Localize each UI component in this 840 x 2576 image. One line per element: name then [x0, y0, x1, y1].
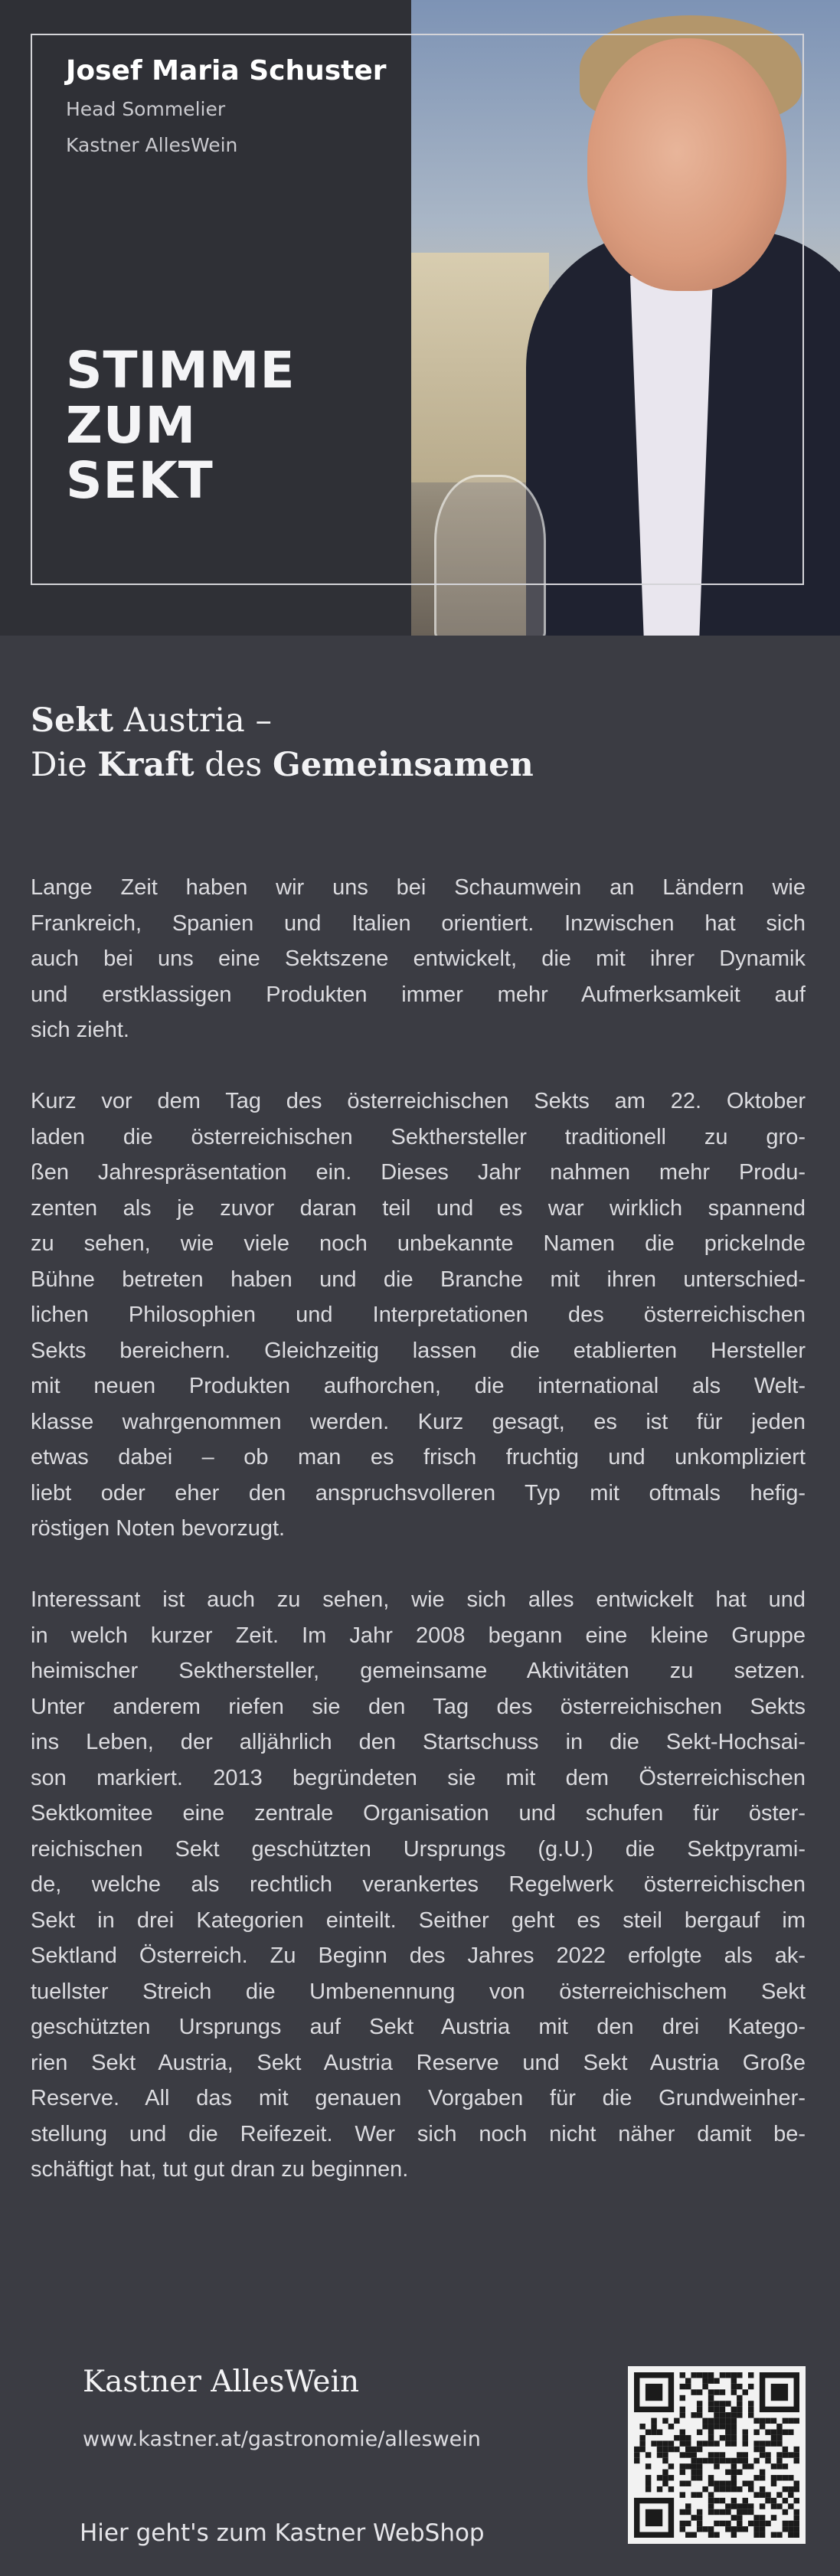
- paragraph-line: Sektkomitee eine zentrale Organisation und schufen für öster-: [31, 1801, 806, 1826]
- article-paragraph: [31, 1582, 806, 2188]
- footer-company: Kastner AllesWein: [83, 2365, 360, 2399]
- paragraph-line: sich zieht.: [31, 1018, 129, 1042]
- paragraph-line: tuellster Streich die Umbenennung von österreichischem Sekt: [31, 1979, 806, 2004]
- paragraph-line: reichischen Sekt geschützten Ursprungs (g.U.) die Sektpyrami-: [31, 1836, 806, 1862]
- header-section: [0, 0, 840, 636]
- title-bold-word: Gemeinsamen: [272, 746, 534, 785]
- author-organization: Kastner AllesWein: [66, 134, 238, 156]
- headline-line: STIMME: [66, 341, 296, 400]
- paragraph-line: Sektland Österreich. Zu Beginn des Jahres 2022 erfolgte als ak-: [31, 1943, 806, 1968]
- paragraph-line: liebt oder eher den anspruchsvolleren Typ mit oftmals hefig-: [31, 1480, 806, 1505]
- paragraph-line: stellung und die Reifezeit. Wer sich noch nicht näher damit be-: [31, 2121, 806, 2146]
- author-role: Head Sommelier: [66, 98, 226, 120]
- title-text: Austria –: [113, 701, 272, 740]
- paragraph-line: Frankreich, Spanien und Italien orientiert. Inzwischen hat sich: [31, 910, 806, 936]
- paragraph-line: in welch kurzer Zeit. Im Jahr 2008 begann eine kleine Gruppe: [31, 1623, 806, 1648]
- paragraph-line: zenten als je zuvor daran teil und es war wirklich spannend: [31, 1195, 806, 1221]
- headline-line: ZUM: [66, 395, 197, 455]
- paragraph-line: Bühne betreten haben und die Branche mit ihren unterschied-: [31, 1267, 806, 1292]
- paragraph-line: ins Leben, der alljährlich den Startschuss in die Sekt-Hochsai-: [31, 1730, 806, 1754]
- footer-url-link[interactable]: www.kastner.at/gastronomie/alleswein: [83, 2427, 481, 2451]
- paragraph-line: Lange Zeit haben wir uns bei Schaumwein an Ländern wie: [31, 875, 806, 900]
- paragraph-line: laden die österreichischen Sekthersteller traditionell zu gro-: [31, 1124, 806, 1149]
- paragraph-line: Interessant ist auch zu sehen, wie sich alles entwickelt hat und: [31, 1587, 806, 1612]
- qr-code-graphic: [634, 2372, 799, 2538]
- headline: [66, 343, 326, 508]
- article-paragraph: [31, 870, 806, 1048]
- paragraph-gap: [31, 1547, 806, 1583]
- paragraph-line: und erstklassigen Produkten immer mehr Aufmerksamkeit auf: [31, 982, 806, 1007]
- paragraph-line: geschützten Ursprungs auf Sekt Austria mit den drei Katego-: [31, 2015, 806, 2039]
- title-line-2: [31, 743, 812, 787]
- footer-shop-link[interactable]: Hier geht's zum Kastner WebShop: [80, 2519, 485, 2547]
- paragraph-line: heimischer Sekthersteller, gemeinsame Aktivitäten zu setzen.: [31, 1659, 806, 1683]
- paragraph-line: auch bei uns eine Sektszene entwickelt, die mit ihrer Dynamik: [31, 946, 806, 971]
- title-line-1: [31, 698, 812, 743]
- paragraph-line: röstigen Noten bevorzugt.: [31, 1516, 286, 1541]
- paragraph-line: klasse wahrgenommen werden. Kurz gesagt, es ist für jeden: [31, 1409, 806, 1434]
- paragraph-line: lichen Philosophien und Interpretationen des österreichischen: [31, 1303, 806, 1327]
- author-name: Josef Maria Schuster: [66, 55, 387, 87]
- headline-line: SEKT: [66, 450, 214, 510]
- paragraph-line: etwas dabei – ob man es frisch fruchtig und unkompliziert: [31, 1445, 806, 1469]
- title-text: des: [194, 746, 273, 785]
- article-paragraph: [31, 1084, 806, 1547]
- paragraph-line: zu sehen, wie viele noch unbekannte Namen die prickelnde: [31, 1231, 806, 1256]
- article-body: [31, 870, 806, 2188]
- article-title: [31, 698, 812, 787]
- paragraph-line: Sekt in drei Kategorien einteilt. Seither geht es steil bergauf im: [31, 1907, 806, 1933]
- paragraph-gap: [31, 1048, 806, 1084]
- paragraph-line: rien Sekt Austria, Sekt Austria Reserve und Sekt Austria Große: [31, 2050, 806, 2075]
- title-bold-word: Kraft: [97, 746, 194, 785]
- paragraph-line: ßen Jahrespräsentation ein. Dieses Jahr nahmen mehr Produ-: [31, 1160, 806, 1185]
- paragraph-line: schäftigt hat, tut gut dran zu beginnen.: [31, 2157, 409, 2182]
- title-bold-word: Sekt: [31, 701, 114, 740]
- paragraph-line: Reserve. All das mit genauen Vorgaben für die Grundweinher-: [31, 2086, 806, 2110]
- paragraph-line: mit neuen Produkten aufhorchen, die international als Welt-: [31, 1374, 806, 1398]
- paragraph-line: Kurz vor dem Tag des österreichischen Sekts am 22. Oktober: [31, 1089, 806, 1113]
- qr-code-icon[interactable]: [628, 2366, 806, 2544]
- paragraph-line: Sekts bereichern. Gleichzeitig lassen die etablierten Hersteller: [31, 1338, 806, 1363]
- paragraph-line: de, welche als rechtlich verankertes Regelwerk österreichischen: [31, 1872, 806, 1897]
- paragraph-line: Unter anderem riefen sie den Tag des österreichischen Sekts: [31, 1694, 806, 1719]
- paragraph-line: son markiert. 2013 begründeten sie mit dem Österreichischen: [31, 1765, 806, 1790]
- title-text: Die: [31, 746, 98, 785]
